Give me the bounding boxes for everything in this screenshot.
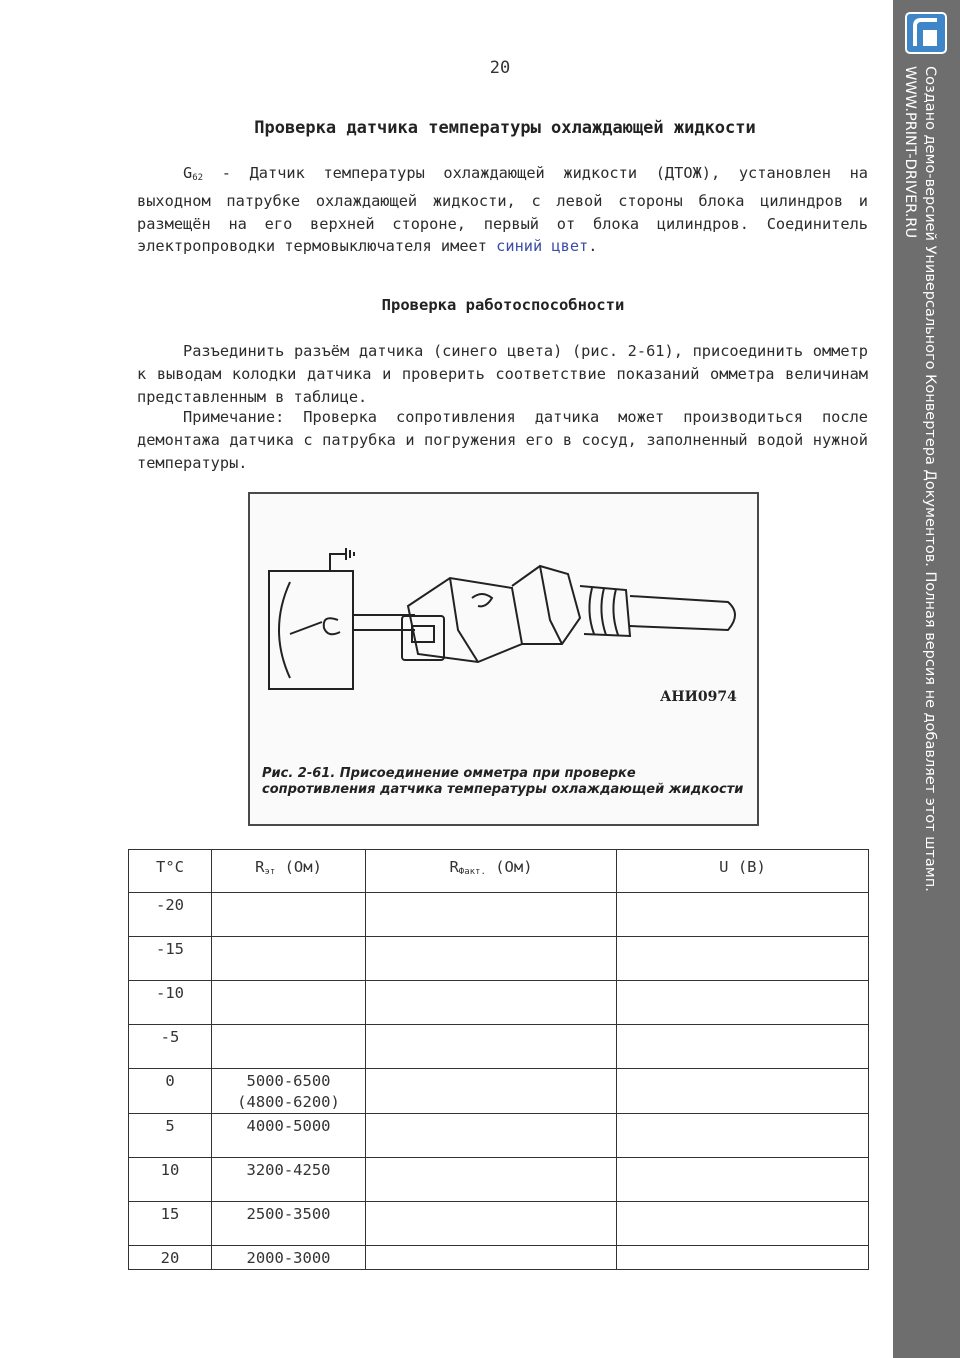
cell-r-actual <box>366 1158 617 1202</box>
print-driver-logo-icon <box>905 12 947 54</box>
cell-voltage <box>617 1246 869 1270</box>
intro-text: - Датчик температуры охлаждающей жидкости (ДТОЖ), установлен на выходном патрубке охлаждающей жидкости, с левой стороны блока цилиндров и размещён на его верхней стороне, первый от блока цилиндров. Соединитель электропроводки термовыключателя имеет <box>137 164 868 256</box>
table-row <box>129 1202 869 1246</box>
cell-r-ref: 3200-4250 <box>212 1158 366 1202</box>
cell-r-ref: 5000-6500 (4800-6200) <box>212 1069 366 1114</box>
cell-temperature: 10 <box>129 1158 212 1202</box>
cell-r-actual <box>366 1246 617 1270</box>
table-row <box>129 1246 869 1270</box>
cell-r-actual <box>366 1069 617 1114</box>
cell-temperature: 15 <box>129 1202 212 1246</box>
cell-r-ref: 2000-3000 <box>212 1246 366 1270</box>
blue-color-highlight: синий цвет <box>496 237 589 256</box>
cell-r-actual <box>366 981 617 1025</box>
cell-voltage <box>617 1069 869 1114</box>
sensor-probe <box>630 596 735 630</box>
figure-code: АНИ0974 <box>660 689 737 705</box>
instruction-paragraph: Разъединить разъём датчика (синего цвета) (рис. 2-61), присоединить омметр к выводам колодки датчика и проверить соответствие показаний омметра величинам представленным в таблице. <box>137 342 868 406</box>
table-row <box>129 1114 869 1158</box>
cell-voltage <box>617 893 869 937</box>
table-row <box>129 937 869 981</box>
cell-temperature: 20 <box>129 1246 212 1270</box>
header-r-ref: $R_{эт}$ (Ом) <box>212 850 366 893</box>
page-number: 20 <box>489 58 511 78</box>
ohmmeter-scale <box>279 582 290 678</box>
note-paragraph: Примечание: Проверка сопротивления датчика может производиться после демонтажа датчика с патрубка и погружения его в сосуд, заполненный водой нужной температуры. <box>137 408 868 472</box>
table-row <box>129 893 869 937</box>
cell-r-actual <box>366 1114 617 1158</box>
watermark-stamp-text: Создано демо-версией Универсального Конвертера Документов. Полная версия не добавляет этот штамп. WWW.PRINT-DRIVER.RU <box>902 66 938 892</box>
header-r-actual: $R_{Факт.}$ (Ом) <box>366 850 617 893</box>
cell-r-actual <box>366 1202 617 1246</box>
cell-temperature: 0 <box>129 1069 212 1114</box>
sensor-hex-nut <box>512 566 580 644</box>
table-row <box>129 1069 869 1114</box>
resistance-table <box>128 849 869 1270</box>
cell-temperature: -15 <box>129 937 212 981</box>
ohmmeter-symbol <box>324 618 340 634</box>
cell-r-actual <box>366 893 617 937</box>
cell-temperature: 5 <box>129 1114 212 1158</box>
table-row <box>129 981 869 1025</box>
cell-r-actual <box>366 1025 617 1069</box>
header-temperature: T°C <box>129 850 212 893</box>
cell-r-ref <box>212 893 366 937</box>
figure-2-61 <box>248 492 759 826</box>
cell-voltage <box>617 1158 869 1202</box>
cell-r-ref <box>212 981 366 1025</box>
cell-temperature: -20 <box>129 893 212 937</box>
cell-temperature: -5 <box>129 1025 212 1069</box>
cell-r-ref: 4000-5000 <box>212 1114 366 1158</box>
cell-voltage <box>617 937 869 981</box>
cell-r-ref: 2500-3500 <box>212 1202 366 1246</box>
table-row <box>129 1025 869 1069</box>
sensor-code: $G_{62}$ <box>183 164 204 183</box>
cell-voltage <box>617 1114 869 1158</box>
intro-paragraph: $G_{62}$ - Датчик температуры охлаждающей жидкости (ДТОЖ), установлен на выходном патрубке охлаждающей жидкости, с левой стороны блока цилиндров и размещён на его верхней стороне, первый от блока цилиндров. Соединитель электропроводки термовыключателя имеет синий цвет. <box>137 164 868 256</box>
cell-r-actual <box>366 937 617 981</box>
cell-r-ref <box>212 1025 366 1069</box>
ohmmeter-body <box>269 571 353 689</box>
section-subheading: Проверка работоспособности <box>381 296 625 314</box>
table-row <box>129 1158 869 1202</box>
page-title: Проверка датчика температуры охлаждающей жидкости <box>254 118 756 138</box>
header-voltage: U (В) <box>617 850 869 893</box>
cell-voltage <box>617 981 869 1025</box>
table-header-row <box>129 850 869 893</box>
cell-temperature: -10 <box>129 981 212 1025</box>
cell-r-ref <box>212 937 366 981</box>
figure-caption: Рис. 2-61. Присоединение омметра при проверке сопротивления датчика температуры охлаждающей жидкости <box>262 766 744 797</box>
cell-voltage <box>617 1025 869 1069</box>
sensor-connector <box>408 578 522 662</box>
cell-voltage <box>617 1202 869 1246</box>
